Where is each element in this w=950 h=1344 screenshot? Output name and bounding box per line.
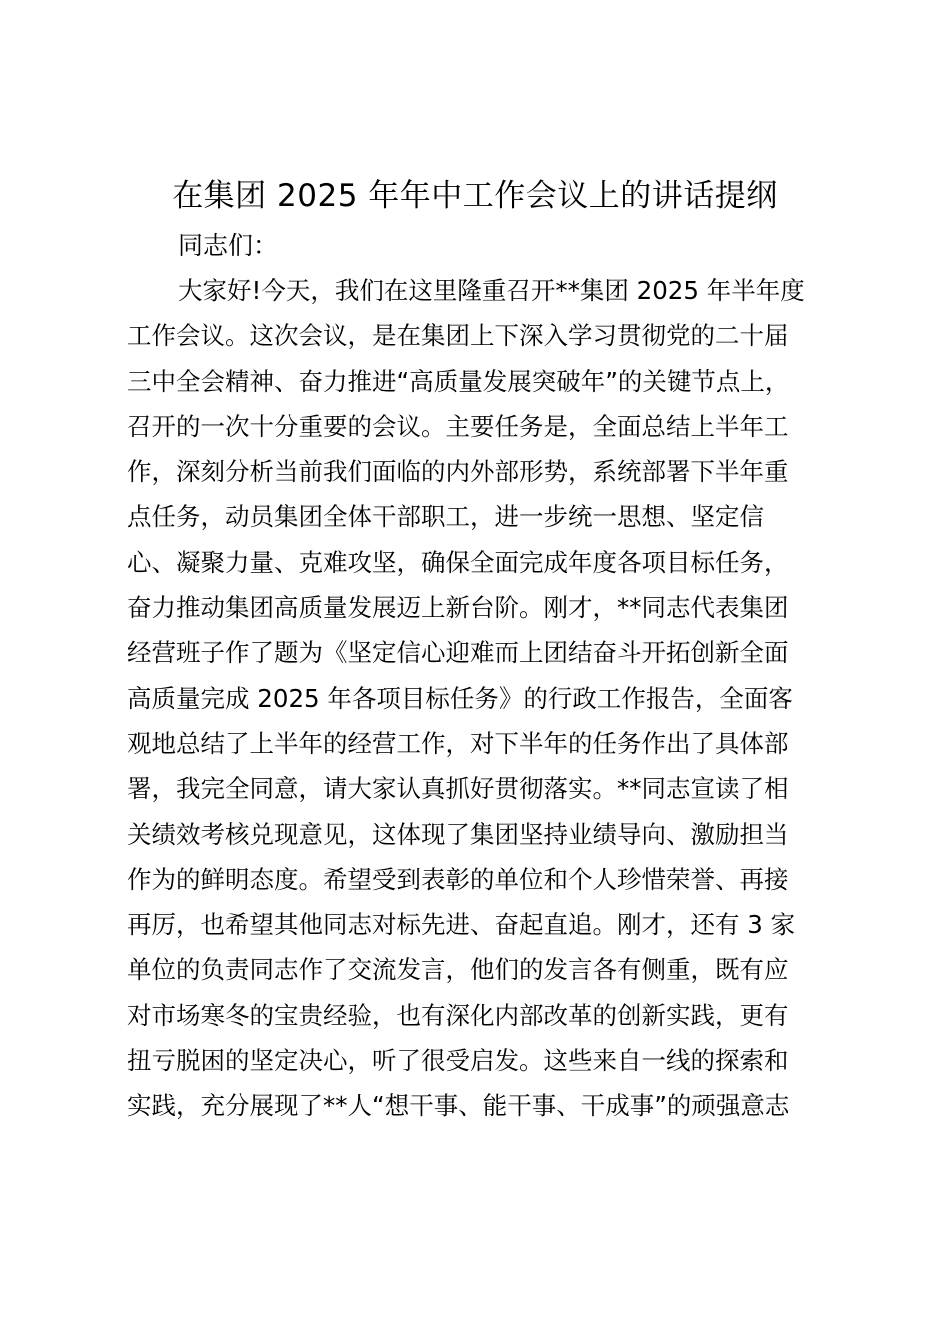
paragraph-line: 奋力推动集团高质量发展迈上新台阶。刚才，**同志代表集团 bbox=[127, 593, 789, 623]
body-paragraph bbox=[127, 268, 827, 1129]
paragraph-line: 作，深刻分析当前我们面临的内外部形势，系统部署下半年重 bbox=[127, 457, 789, 487]
paragraph-line: 心、凝聚力量、克难攻坚，确保全面完成年度各项目标任务， bbox=[127, 547, 789, 577]
paragraph-line: 经营班子作了题为《坚定信心迎难而上团结奋斗开拓创新全面 bbox=[127, 638, 789, 668]
paragraph-line: 作为的鲜明态度。希望受到表彰的单位和个人珍惜荣誉、再接 bbox=[127, 864, 789, 894]
paragraph-line: 实践，充分展现了**人“想干事、能干事、干成事”的顽强意志 bbox=[127, 1091, 790, 1121]
salutation: 同志们： bbox=[178, 231, 279, 260]
paragraph-line: 大家好!今天，我们在这里隆重召开**集团 2025 年半年度 bbox=[178, 276, 805, 305]
paragraph-line: 工作会议。这次会议，是在集团上下深入学习贯彻党的二十届 bbox=[127, 321, 789, 351]
paragraph-line: 对市场寒冬的宝贵经验，也有深化内部改革的创新实践，更有 bbox=[127, 1000, 789, 1030]
paragraph-line: 观地总结了上半年的经营工作，对下半年的任务作出了具体部 bbox=[127, 728, 789, 758]
paragraph-line: 关绩效考核兑现意见，这体现了集团坚持业绩导向、激励担当 bbox=[127, 819, 789, 849]
paragraph-line: 高质量完成 2025 年各项目标任务》的行政工作报告，全面客 bbox=[127, 683, 793, 713]
paragraph-line: 三中全会精神、奋力推进“高质量发展突破年”的关键节点上， bbox=[127, 366, 790, 396]
paragraph-line: 点任务，动员集团全体干部职工，进一步统一思想、坚定信 bbox=[127, 502, 764, 532]
document-title: 在集团 2025 年年中工作会议上的讲话提纲 bbox=[172, 178, 778, 214]
paragraph-line: 再厉，也希望其他同志对标先进、奋起直追。刚才，还有 3 家 bbox=[127, 910, 796, 940]
paragraph-line: 单位的负责同志作了交流发言，他们的发言各有侧重，既有应 bbox=[127, 955, 789, 985]
paragraph-line: 召开的一次十分重要的会议。主要任务是，全面总结上半年工 bbox=[127, 411, 789, 441]
paragraph-line: 署，我完全同意，请大家认真抓好贯彻落实。**同志宣读了相 bbox=[127, 774, 789, 804]
paragraph-line: 扭亏脱困的坚定决心，听了很受启发。这些来自一线的探索和 bbox=[127, 1046, 789, 1076]
